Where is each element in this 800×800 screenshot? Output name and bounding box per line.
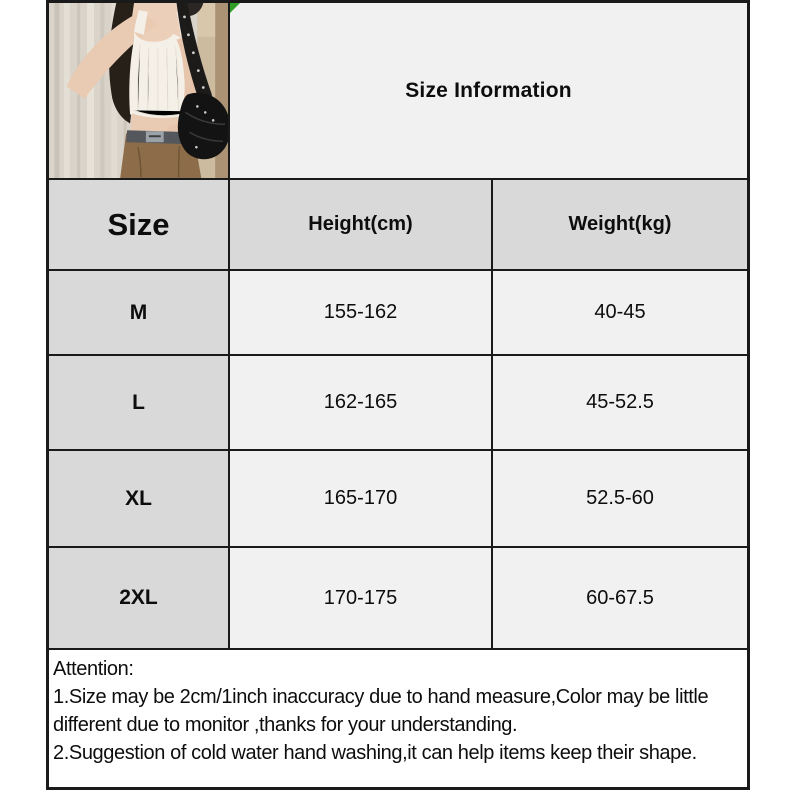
product-photo xyxy=(49,3,228,178)
attention-note-line: 1.Size may be 2cm/1inch inaccuracy due to hand measure,Color may be little xyxy=(53,686,709,708)
attention-note-line: different due to monitor ,thanks for your understanding. xyxy=(53,714,518,736)
product-photo-illustration xyxy=(49,3,228,178)
size-cell-l: L xyxy=(49,356,228,449)
column-header-size: Size xyxy=(49,180,228,269)
size-cell-2xl: 2XL xyxy=(49,548,228,648)
weight-cell-l: 45-52.5 xyxy=(493,356,747,449)
attention-note-line: 2.Suggestion of cold water hand washing,it can help items keep their shape. xyxy=(53,742,697,764)
attention-heading: Attention: xyxy=(53,658,134,680)
shoulder-bag xyxy=(178,93,228,160)
cell-flag-triangle-icon xyxy=(230,3,240,13)
weight-cell-m: 40-45 xyxy=(493,271,747,354)
weight-cell-xl: 52.5-60 xyxy=(493,451,747,546)
title-cell xyxy=(230,3,747,178)
height-cell-l: 162-165 xyxy=(230,356,491,449)
height-cell-2xl: 170-175 xyxy=(230,548,491,648)
height-cell-m: 155-162 xyxy=(230,271,491,354)
attention-section xyxy=(49,650,747,787)
size-cell-xl: XL xyxy=(49,451,228,546)
column-header-height: Height(cm) xyxy=(230,180,491,269)
size-cell-m: M xyxy=(49,271,228,354)
page-title: Size Information xyxy=(405,78,572,102)
height-cell-xl: 165-170 xyxy=(230,451,491,546)
weight-cell-2xl: 60-67.5 xyxy=(493,548,747,648)
size-chart-table xyxy=(46,0,750,790)
column-header-weight: Weight(kg) xyxy=(493,180,747,269)
